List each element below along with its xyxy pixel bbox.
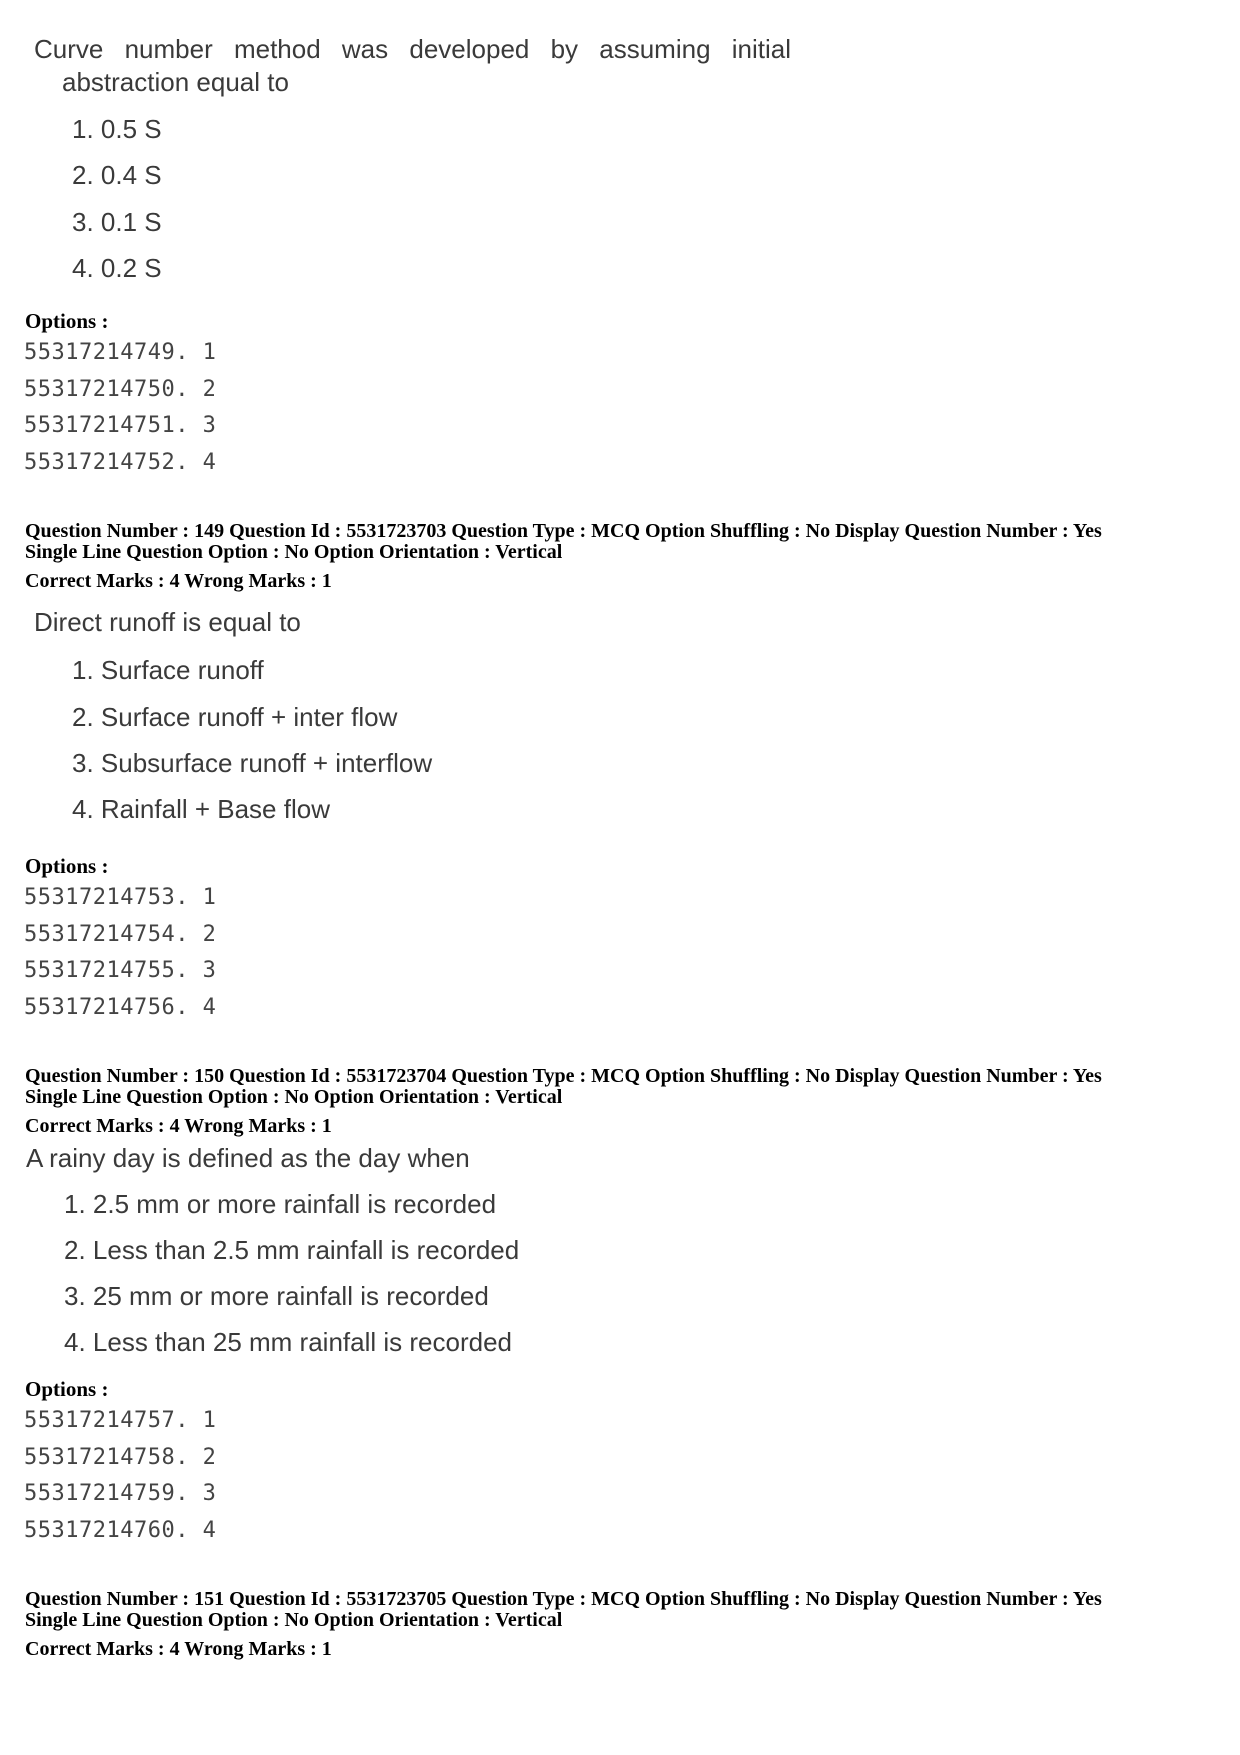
option-code-1: 55317214757. 1	[24, 1408, 217, 1433]
option-code-1: 55317214753. 1	[24, 885, 217, 910]
choice-2: 2. Less than 2.5 mm rainfall is recorded	[64, 1235, 520, 1265]
question-stem-line-1: Curve number method was developed by assuming initial	[34, 34, 792, 64]
question-stem-line-2: abstraction equal to	[62, 67, 289, 97]
choice-1: 1. 2.5 mm or more rainfall is recorded	[64, 1189, 497, 1219]
choice-2: 2. 0.4 S	[72, 160, 162, 190]
question-meta-line-1: Question Number : 150 Question Id : 5531723704 Question Type : MCQ Option Shuffling : No Display Question Number : Yes	[25, 1065, 1102, 1087]
option-code-3: 55317214759. 3	[24, 1481, 217, 1506]
choice-2: 2. Surface runoff + inter flow	[72, 702, 398, 732]
choice-3: 3. 0.1 S	[72, 207, 162, 237]
option-code-2: 55317214750. 2	[24, 377, 217, 402]
question-marks: Correct Marks : 4 Wrong Marks : 1	[25, 570, 332, 592]
option-code-3: 55317214755. 3	[24, 958, 217, 983]
option-code-4: 55317214756. 4	[24, 995, 217, 1020]
question-marks: Correct Marks : 4 Wrong Marks : 1	[25, 1115, 332, 1137]
question-meta-line-2: Single Line Question Option : No Option Orientation : Vertical	[25, 1609, 563, 1631]
choice-3: 3. Subsurface runoff + interflow	[72, 748, 433, 778]
option-code-3: 55317214751. 3	[24, 413, 217, 438]
question-meta-line-2: Single Line Question Option : No Option Orientation : Vertical	[25, 1086, 563, 1108]
question-stem: A rainy day is defined as the day when	[26, 1143, 470, 1173]
option-code-4: 55317214752. 4	[24, 450, 217, 475]
question-marks: Correct Marks : 4 Wrong Marks : 1	[25, 1638, 332, 1660]
choice-3: 3. 25 mm or more rainfall is recorded	[64, 1281, 489, 1311]
choice-1: 1. Surface runoff	[72, 655, 264, 685]
option-code-1: 55317214749. 1	[24, 340, 217, 365]
choice-4: 4. Rainfall + Base flow	[72, 794, 330, 824]
choice-4: 4. 0.2 S	[72, 253, 162, 283]
option-code-2: 55317214758. 2	[24, 1445, 217, 1470]
question-stem: Direct runoff is equal to	[34, 607, 301, 637]
options-label: Options :	[25, 854, 109, 878]
choice-1: 1. 0.5 S	[72, 114, 162, 144]
question-meta-line-1: Question Number : 149 Question Id : 5531723703 Question Type : MCQ Option Shuffling : No Display Question Number : Yes	[25, 520, 1102, 542]
question-meta-line-2: Single Line Question Option : No Option Orientation : Vertical	[25, 541, 563, 563]
option-code-4: 55317214760. 4	[24, 1518, 217, 1543]
options-label: Options :	[25, 1377, 109, 1401]
choice-4: 4. Less than 25 mm rainfall is recorded	[64, 1327, 512, 1357]
question-meta-line-1: Question Number : 151 Question Id : 5531723705 Question Type : MCQ Option Shuffling : No Display Question Number : Yes	[25, 1588, 1102, 1610]
options-label: Options :	[25, 309, 109, 333]
option-code-2: 55317214754. 2	[24, 922, 217, 947]
